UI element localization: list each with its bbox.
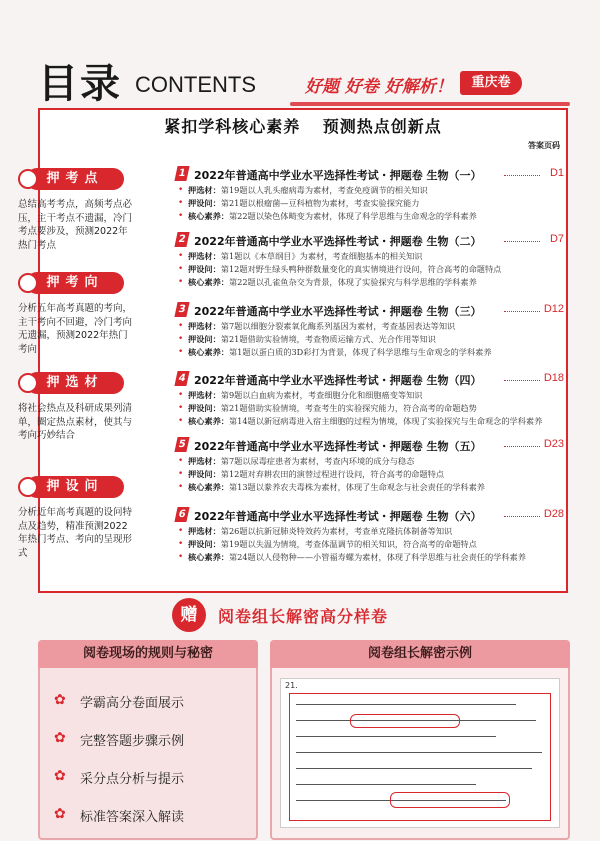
page-title: 目录 — [38, 61, 122, 107]
handwriting-line — [296, 784, 476, 785]
callout-kaodian — [18, 168, 136, 252]
entry-number: 3 — [174, 302, 189, 317]
contents-entry[interactable] — [176, 166, 564, 223]
rules-panel-title: 阅卷现场的规则与秘密 — [38, 640, 258, 668]
entry-line: • 押选材：第7题以尿毒症患者为素材，考查内环境的成分与稳态 — [176, 455, 564, 468]
entry-head — [176, 507, 564, 525]
entry-page: D23 — [543, 438, 564, 450]
handwriting-line — [296, 736, 496, 737]
handwriting-line — [296, 768, 532, 769]
dot-leader — [504, 446, 540, 447]
entry-number: 1 — [174, 166, 189, 181]
entry-line: • 押选材：第26题以抗新冠肺炎特效药为素材，考查单克隆抗体制备等知识 — [176, 525, 564, 538]
entry-page: D12 — [543, 303, 564, 315]
contents-entry[interactable] — [176, 371, 564, 428]
callout-text: 总结高考考点，高频考点必压，主干考点不遗漏，冷门考点要涉及，预测2022年热门考点 — [18, 199, 133, 251]
contents-entry[interactable] — [176, 302, 564, 359]
callout-text: 分析五年高考真题的考向，主干考向不回避，冷门考向无遗漏，预测2022年热门考向 — [18, 303, 133, 355]
dot-leader — [504, 241, 540, 242]
entry-title: 2022年普通高中学业水平选择性考试・押题卷 生物（五） — [194, 440, 482, 453]
rules-item: ✿ 标准答案深入解读 — [54, 806, 185, 825]
entry-line: • 核心素养：第14题以新冠病毒进入宿主细胞的过程为情境，体现了实验探究与生命观念的学科素养 — [176, 415, 564, 428]
dot-leader — [504, 516, 540, 517]
grading-mark — [350, 714, 460, 728]
headline-part-2: 预测热点创新点 — [322, 117, 442, 136]
dot-leader — [504, 380, 540, 381]
callout-text: 将社会热点及科研成果列清单，圈定热点素材，使其与考向巧妙结合 — [18, 403, 133, 441]
entry-page: D1 — [549, 167, 564, 179]
entry-title: 2022年普通高中学业水平选择性考试・押题卷 生物（六） — [194, 510, 482, 523]
header-stripe — [290, 102, 570, 106]
entry-line: • 押选材：第9题以白血病为素材，考查细胞分化和细胞癌变等知识 — [176, 389, 564, 402]
callout-shewen — [18, 476, 136, 560]
answer-box — [289, 693, 551, 821]
callout-tag: 押设问 — [26, 476, 124, 498]
region-badge: 重庆卷 — [460, 71, 522, 95]
gift-badge: 赠 — [172, 598, 206, 632]
callout-xuancai — [18, 372, 136, 443]
entry-head — [176, 166, 564, 184]
answer-sheet-image — [280, 678, 560, 828]
headline — [40, 114, 566, 137]
header — [0, 30, 600, 110]
example-panel-title: 阅卷组长解密示例 — [270, 640, 570, 668]
headline-part-1: 紧扣学科核心素养 — [164, 117, 301, 136]
entry-line: • 押设问：第21题借助实验情境，考查物质运输方式、光合作用等知识 — [176, 333, 564, 346]
callout-text: 分析近年高考真题的设问特点及趋势，精准预测2022年热门考点、考向的呈现形式 — [18, 507, 133, 559]
gift-title: 阅卷组长解密高分样卷 — [218, 607, 389, 626]
entry-number: 2 — [174, 232, 189, 247]
entry-line: • 押设问：第21题以根瘤菌—豆科植物为素材，考查实验探究能力 — [176, 197, 564, 210]
dot-leader — [504, 175, 540, 176]
flower-bullet-icon: ✿ — [54, 692, 66, 708]
entry-line: • 核心素养：第22题以染色体畸变为素材，体现了科学思维与生命观念的学科素养 — [176, 210, 564, 223]
flower-bullet-icon: ✿ — [54, 730, 66, 746]
entry-line: • 核心素养：第22题以孔雀鱼杂交为背景，体现了实验探究与科学思维的学科素养 — [176, 276, 564, 289]
grading-mark — [390, 792, 510, 808]
entry-line: • 核心素养：第1题以蛋白质的3D彩打为背景，体现了科学思维与生命观念的学科素养 — [176, 346, 564, 359]
entry-number: 4 — [174, 371, 189, 386]
example-panel — [270, 640, 570, 840]
rules-item: ✿ 采分点分析与提示 — [54, 768, 185, 787]
contents-entry[interactable] — [176, 507, 564, 564]
entry-title: 2022年普通高中学业水平选择性考试・押题卷 生物（一） — [194, 169, 482, 182]
callout-kaoxiang — [18, 272, 136, 356]
handwriting-line — [296, 704, 516, 705]
entry-title: 2022年普通高中学业水平选择性考试・押题卷 生物（二） — [194, 235, 482, 248]
flower-bullet-icon: ✿ — [54, 806, 66, 822]
callout-tag: 押考向 — [26, 272, 124, 294]
entry-page: D28 — [543, 508, 564, 520]
handwriting-line — [296, 752, 542, 753]
dot-leader — [504, 311, 540, 312]
tag-knot-icon — [18, 373, 38, 393]
rules-item: ✿ 学霸高分卷面展示 — [54, 692, 185, 711]
entry-head — [176, 232, 564, 250]
entry-line: • 押选材：第1题以《本草纲目》为素材，考查细胞基本的相关知识 — [176, 250, 564, 263]
flower-bullet-icon: ✿ — [54, 768, 66, 784]
tag-knot-icon — [18, 169, 38, 189]
gift-banner — [172, 598, 472, 632]
entry-title: 2022年普通高中学业水平选择性考试・押题卷 生物（三） — [194, 305, 482, 318]
page-subtitle: CONTENTS — [135, 72, 256, 97]
entry-line: • 押设问：第12题对弃耕农田的演替过程进行设问，符合高考的命题特点 — [176, 468, 564, 481]
entry-head — [176, 371, 564, 389]
answer-page-header: 答案页码 — [528, 141, 560, 150]
tag-knot-icon — [18, 273, 38, 293]
entry-number: 5 — [174, 437, 189, 452]
tag-knot-icon — [18, 477, 38, 497]
entry-line: • 押选材：第19题以人乳头瘤病毒为素材，考查免疫调节的相关知识 — [176, 184, 564, 197]
entry-title: 2022年普通高中学业水平选择性考试・押题卷 生物（四） — [194, 374, 482, 387]
callout-tag: 押选材 — [26, 372, 124, 394]
rules-item: ✿ 完整答题步骤示例 — [54, 730, 185, 749]
entry-line: • 押设问：第21题借助实验情境，考查考生的实验探究能力，符合高考的命题趋势 — [176, 402, 564, 415]
entry-line: • 押设问：第19题以失温为情境，考查体温调节的相关知识，符合高考的命题特点 — [176, 538, 564, 551]
contents-entry[interactable] — [176, 232, 564, 289]
rules-panel — [38, 640, 258, 840]
entry-line: • 核心素养：第24题以人侵物种——小管福寿螺为素材，体现了科学思维与社会责任的学科素养 — [176, 551, 564, 564]
question-number: 21. — [285, 681, 298, 690]
entry-head — [176, 302, 564, 320]
entry-line: • 核心素养：第13题以豢养农夫毒株为素材，体现了生命观念与社会责任的学科素养 — [176, 481, 564, 494]
contents-entry[interactable] — [176, 437, 564, 494]
entry-page: D18 — [543, 372, 564, 384]
entry-line: • 押设问：第12题对野生绿头鸭种群数量变化的真实情境进行设问，符合高考的命题特点 — [176, 263, 564, 276]
entry-head — [176, 437, 564, 455]
callout-tag: 押考点 — [26, 168, 124, 190]
entry-line: • 押选材：第7题以细胞分裂素氧化酶系列基因为素材，考查基因表达等知识 — [176, 320, 564, 333]
entry-page: D7 — [549, 233, 564, 245]
entry-number: 6 — [174, 507, 189, 522]
slogan: 好题 好卷 好解析！ — [305, 77, 453, 97]
